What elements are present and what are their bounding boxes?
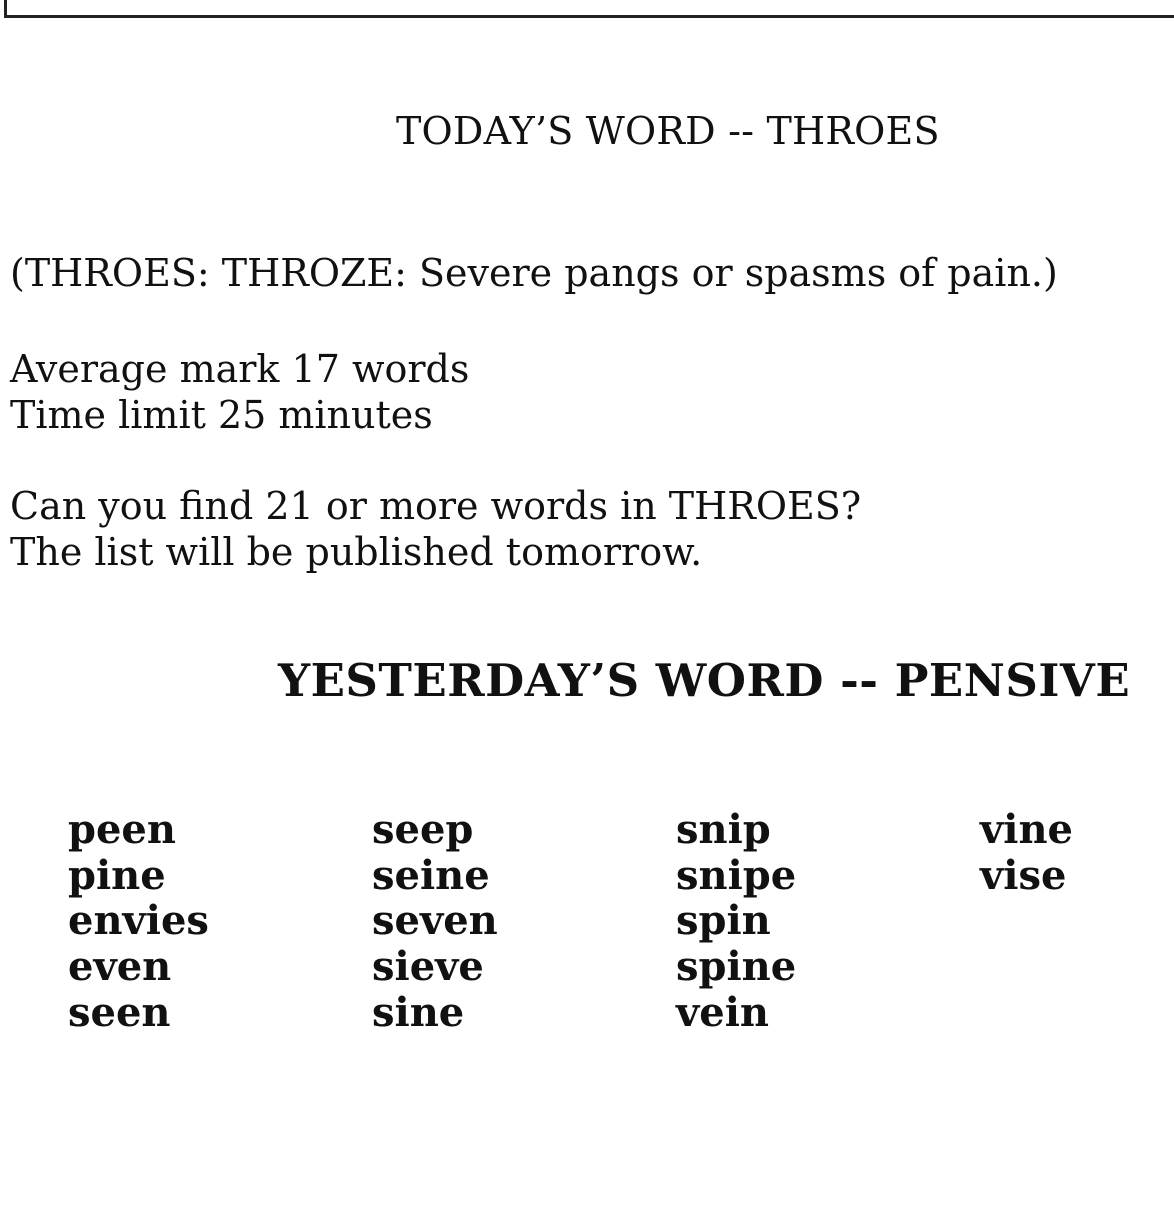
- answer-word: seven: [372, 897, 498, 945]
- answer-word: spine: [676, 943, 797, 991]
- time-limit: Time limit 25 minutes: [10, 393, 433, 437]
- answer-word: even: [68, 943, 172, 991]
- todays-word-title: TODAY’S WORD -- THROES: [396, 109, 940, 153]
- top-frame-border: [4, 0, 1174, 18]
- challenge-note: The list will be published tomorrow.: [10, 530, 703, 574]
- word-column-2: [372, 807, 498, 1036]
- challenge-text: [10, 483, 861, 575]
- answer-word: snipe: [676, 851, 797, 899]
- answer-word: vein: [676, 988, 769, 1036]
- answer-word: seep: [372, 806, 474, 853]
- word-column-4: [980, 807, 1073, 898]
- average-mark: Average mark 17 words: [10, 347, 470, 391]
- word-definition: (THROES: THROZE: Severe pangs or spasms of pain.): [10, 251, 1058, 295]
- answer-word: spin: [676, 897, 771, 945]
- answer-word: sieve: [372, 943, 484, 991]
- puzzle-stats: [10, 346, 469, 438]
- answer-word: seen: [68, 988, 171, 1036]
- answer-word: vine: [980, 806, 1073, 853]
- yesterdays-word-title: YESTERDAY’S WORD -- PENSIVE: [278, 654, 1131, 707]
- answer-word: seine: [372, 851, 490, 899]
- challenge-question: Can you find 21 or more words in THROES?: [10, 484, 862, 528]
- answer-word: envies: [68, 897, 209, 945]
- answer-word: snip: [676, 806, 771, 853]
- word-column-1: [68, 807, 209, 1036]
- answer-word: pine: [68, 851, 166, 899]
- answer-word: sine: [372, 988, 465, 1036]
- word-column-3: [676, 807, 796, 1036]
- answer-word: vise: [980, 851, 1067, 899]
- answer-word: peen: [68, 806, 176, 853]
